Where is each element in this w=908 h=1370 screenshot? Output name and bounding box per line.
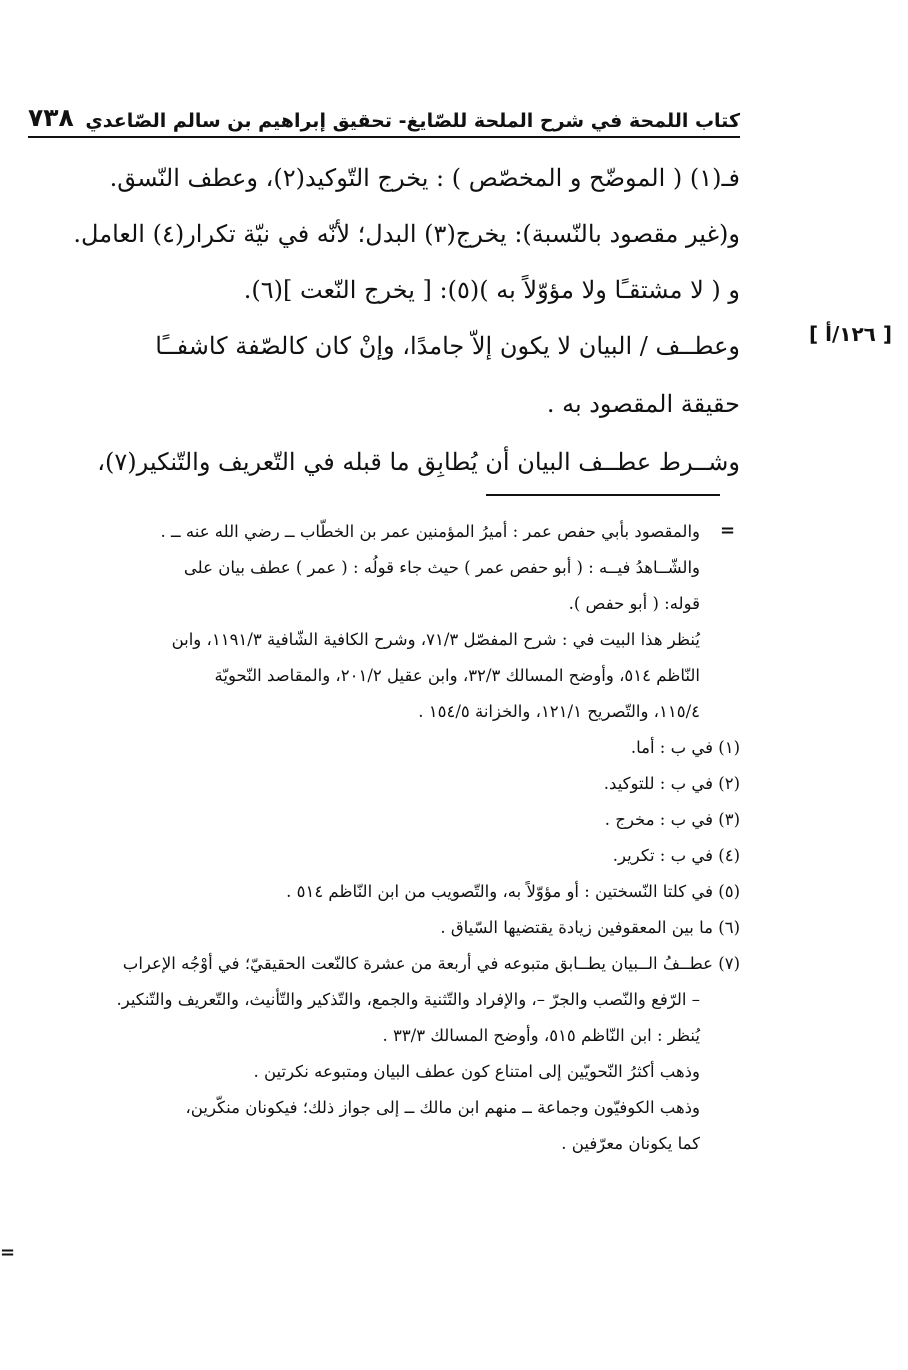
footnote-item: (٤) في ب : تكرير. xyxy=(612,846,740,865)
continuation-mark: = xyxy=(720,520,736,541)
body-line: وعطــف / البيان لا يكون إلاّ جامدًا، وإنْ كان كالصّفة كاشفــًا xyxy=(155,332,740,360)
page-header xyxy=(28,92,740,138)
main-text xyxy=(22,150,740,490)
body-line: حقيقة المقصود به . xyxy=(546,390,740,418)
footnote-line: يُنظر هذا البيت في : شرح المفصّل ٧١/٣، وشرح الكافية الشّافية ١١٩١/٣، وابن xyxy=(171,630,700,649)
footnote-item: (١) في ب : أما. xyxy=(630,738,740,757)
bottom-continuation-mark: = xyxy=(0,1242,16,1263)
footnote-item: (٣) في ب : مخرج . xyxy=(604,810,740,829)
body-line: وشــرط عطــف البيان أن يُطابِق ما قبله في التّعريف والتّنكير(٧)، xyxy=(97,448,740,476)
page-number: ٧٣٨ xyxy=(28,103,74,132)
manuscript-folio-ref: [ ١٢٦/أ ] xyxy=(809,322,892,346)
footnote-line: والمقصود بأبي حفص عمر : أميرُ المؤمنين عمر بن الخطّاب ــ رضي الله عنه ــ . xyxy=(160,522,700,541)
footnote-item: (٢) في ب : للتوكيد. xyxy=(603,774,740,793)
body-line: فـ(١) ( الموضّح و المخصّص ) : يخرج التّوكيد(٢)، وعطف النّسق. xyxy=(109,164,740,192)
footnote-item: (٦) ما بين المعقوفين زيادة يقتضيها السّياق . xyxy=(440,918,740,937)
body-line: و(غير مقصود بالنّسبة): يخرج(٣) البدل؛ لأنّه في نيّة تكرار(٤) العامل. xyxy=(73,220,740,248)
footnote-line: وذهب أكثرُ النّحويّين إلى امتناع كون عطف البيان ومتبوعه نكرتين . xyxy=(253,1062,700,1081)
footnote-line: – الرّفع والنّصب والجرّ –، والإفراد والتّثنية والجمع، والتّذكير والتّأنيث، والتّعريف والتّنكير. xyxy=(116,990,700,1009)
footnotes xyxy=(22,514,740,1162)
footnote-line: قوله: ( أبو حفص ). xyxy=(568,594,700,613)
footnote-separator xyxy=(486,494,720,496)
footnote-line: كما يكونان معرّفين . xyxy=(561,1134,700,1153)
footnote-item: (٧) عطــفُ الــبيان يطــابق متبوعه في أربعة من عشرة كالنّعت الحقيقيّ؛ في أوْجُه الإعراب xyxy=(122,954,740,973)
footnote-line: والشّــاهدُ فيــه : ( أبو حفص عمر ) حيث جاء قولُه : ( عمر ) عطف بيان على xyxy=(183,558,700,577)
footnote-line: ١١٥/٤، والتّصريح ١٢١/١، والخزانة ١٥٤/٥ . xyxy=(418,702,700,721)
footnote-line: النّاظم ٥١٤، وأوضح المسالك ٣٢/٣، وابن عقيل ٢٠١/٢، والمقاصد النّحويّة xyxy=(214,666,700,685)
running-title: كتاب اللمحة في شرح الملحة للصّايغ- تحقيق إبراهيم بن سالم الصّاعدي xyxy=(85,110,740,132)
footnote-line: يُنظر : ابن النّاظم ٥١٥، وأوضح المسالك ٣٣/٣ . xyxy=(382,1026,700,1045)
footnote-item: (٥) في كلتا النّسختين : أو مؤوّلاً به، والتّصويب من ابن النّاظم ٥١٤ . xyxy=(286,882,740,901)
footnote-line: وذهب الكوفيّون وجماعة ــ منهم ابن مالك ــ إلى جواز ذلك؛ فيكونان منكّرين، xyxy=(185,1098,700,1117)
body-line: و ( لا مشتقـًا ولا مؤوّلاً به )(٥): [ يخرج النّعت ](٦). xyxy=(243,276,740,304)
